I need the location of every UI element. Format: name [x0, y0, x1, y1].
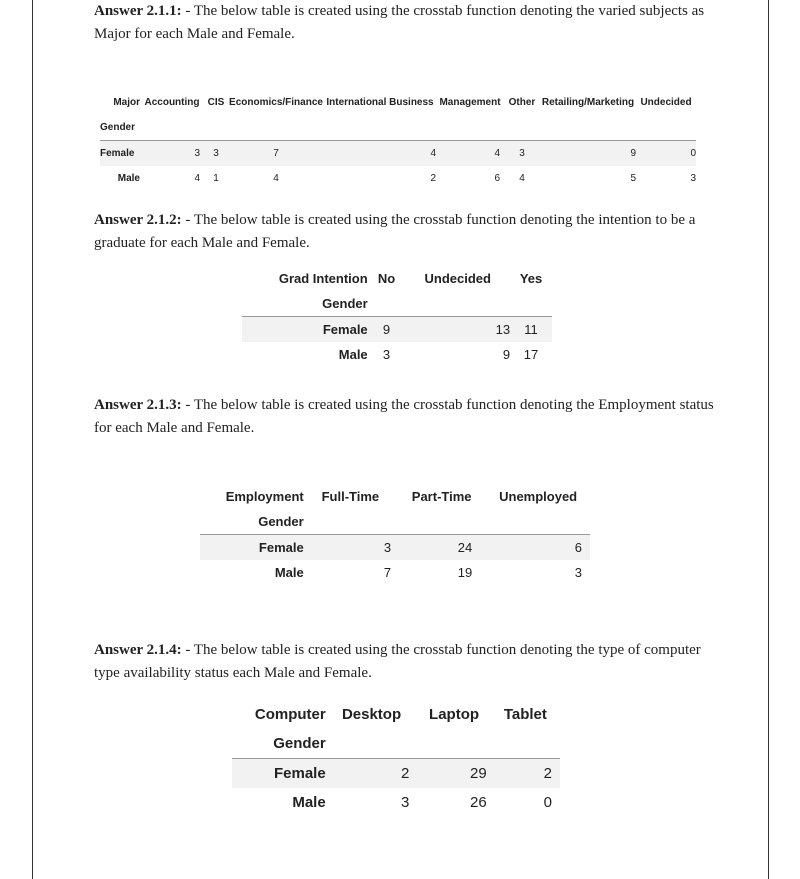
grad-intention-crosstab-table [242, 266, 552, 367]
table-cell: 1 [213, 173, 219, 184]
table-cell: 2 [326, 759, 418, 789]
page-border-left [32, 0, 33, 879]
answer-text: - The below table is created using the crosstab function denoting the intention to be a graduate for each Male and Female. [94, 212, 696, 251]
row-label: Male [274, 565, 304, 580]
table-cell: 2 [430, 173, 436, 184]
table-cell: 7 [228, 141, 324, 167]
table-cell: 3 [574, 565, 582, 580]
column-header: Desktop [341, 706, 402, 723]
table-cell: 6 [486, 535, 590, 561]
table-cell: 17 [523, 347, 539, 362]
table-corner-label: Major [113, 97, 140, 108]
column-header: No [377, 271, 396, 286]
table-cell: 11 [510, 317, 552, 343]
table-corner-label: Computer [254, 706, 326, 723]
answer-label: Answer 2.1.1: [94, 3, 182, 19]
table-cell: 13 [405, 317, 510, 343]
table-cell: 4 [194, 173, 200, 184]
table-row [100, 166, 696, 191]
column-header: Other [508, 97, 536, 108]
table-row [200, 560, 590, 585]
index-name-label: Gender [273, 735, 326, 752]
table-cell: 2 [491, 759, 560, 789]
table-cell: 19 [457, 565, 473, 580]
column-header: Tablet [503, 706, 547, 723]
table-row [200, 535, 590, 561]
index-name-row [100, 115, 696, 141]
row-label: Male [338, 347, 368, 362]
table-cell: 7 [383, 565, 392, 580]
column-header: Laptop [429, 706, 480, 723]
column-header: CIS [207, 97, 225, 108]
index-name-label: Gender [258, 514, 304, 529]
answer-2-1-3-paragraph [94, 394, 714, 440]
answer-text: - The below table is created using the crosstab function denoting the varied subjects as Major for each Male and Female. [94, 3, 705, 42]
index-name-row [242, 291, 552, 317]
table-cell: 6 [494, 173, 500, 184]
index-name-row [200, 509, 590, 535]
row-label: Male [117, 173, 140, 184]
table-cell: 3 [140, 141, 204, 167]
computer-crosstab-table [232, 700, 560, 817]
answer-label: Answer 2.1.4: [94, 642, 182, 658]
row-label: Female [242, 317, 368, 343]
answer-text: - The below table is created using the crosstab function denoting the Employment status for each Male and Female. [94, 397, 714, 436]
answer-2-1-4-paragraph [94, 639, 714, 685]
column-header: Accounting [144, 97, 200, 108]
table-header-row [242, 266, 552, 291]
table-cell: 0 [636, 141, 696, 167]
row-label: Male [292, 794, 326, 811]
answer-2-1-2-paragraph [94, 209, 714, 255]
page-border-right [768, 0, 769, 879]
column-header: Undecided [424, 271, 491, 286]
table-cell: 4 [273, 173, 279, 184]
table-header-row [232, 700, 560, 729]
column-header: Unemployed [499, 489, 578, 504]
table-row [100, 141, 696, 167]
table-cell: 4 [519, 173, 525, 184]
index-name-row [232, 729, 560, 759]
table-cell: 9 [502, 347, 511, 362]
column-header: Full-Time [321, 489, 380, 504]
major-crosstab-table [100, 90, 696, 191]
row-label: Female [100, 141, 140, 167]
table-cell: 9 [540, 141, 636, 167]
table-cell: 5 [630, 173, 636, 184]
table-cell: 0 [543, 794, 552, 811]
column-header: Retailing/Marketing [541, 97, 635, 108]
employment-crosstab-table [200, 484, 590, 585]
row-label: Female [232, 759, 326, 789]
table-cell: 3 [401, 794, 410, 811]
column-header: Management [439, 97, 501, 108]
table-cell: 4 [436, 141, 504, 167]
table-corner-label: Employment [225, 489, 304, 504]
row-label: Female [200, 535, 304, 561]
table-row [232, 759, 560, 789]
table-corner-label: Grad Intention [278, 271, 368, 286]
table-cell: 3 [204, 141, 228, 167]
table-cell: 24 [397, 535, 486, 561]
answer-label: Answer 2.1.3: [94, 397, 182, 413]
table-header-row [200, 484, 590, 509]
answer-label: Answer 2.1.2: [94, 212, 182, 228]
answer-2-1-1-paragraph [94, 0, 714, 46]
index-name-label: Gender [322, 296, 368, 311]
table-cell: 29 [417, 759, 490, 789]
table-cell: 3 [690, 173, 696, 184]
index-name-label: Gender [100, 122, 136, 133]
column-header: Part-Time [411, 489, 472, 504]
answer-text: - The below table is created using the crosstab function denoting the type of computer type availability status each Male and Female. [94, 642, 701, 681]
table-cell: 3 [382, 347, 391, 362]
column-header: Yes [519, 271, 543, 286]
column-header: Undecided [640, 97, 692, 108]
table-row [232, 788, 560, 817]
column-header: International Business [326, 97, 434, 108]
table-cell: 9 [368, 317, 406, 343]
table-cell: 4 [324, 141, 436, 167]
table-row [242, 317, 552, 343]
column-header: Economics/Finance [229, 97, 323, 108]
table-cell: 3 [504, 141, 540, 167]
table-header-row [100, 90, 696, 115]
table-cell: 26 [470, 794, 487, 811]
table-cell: 3 [304, 535, 397, 561]
table-row [242, 342, 552, 367]
